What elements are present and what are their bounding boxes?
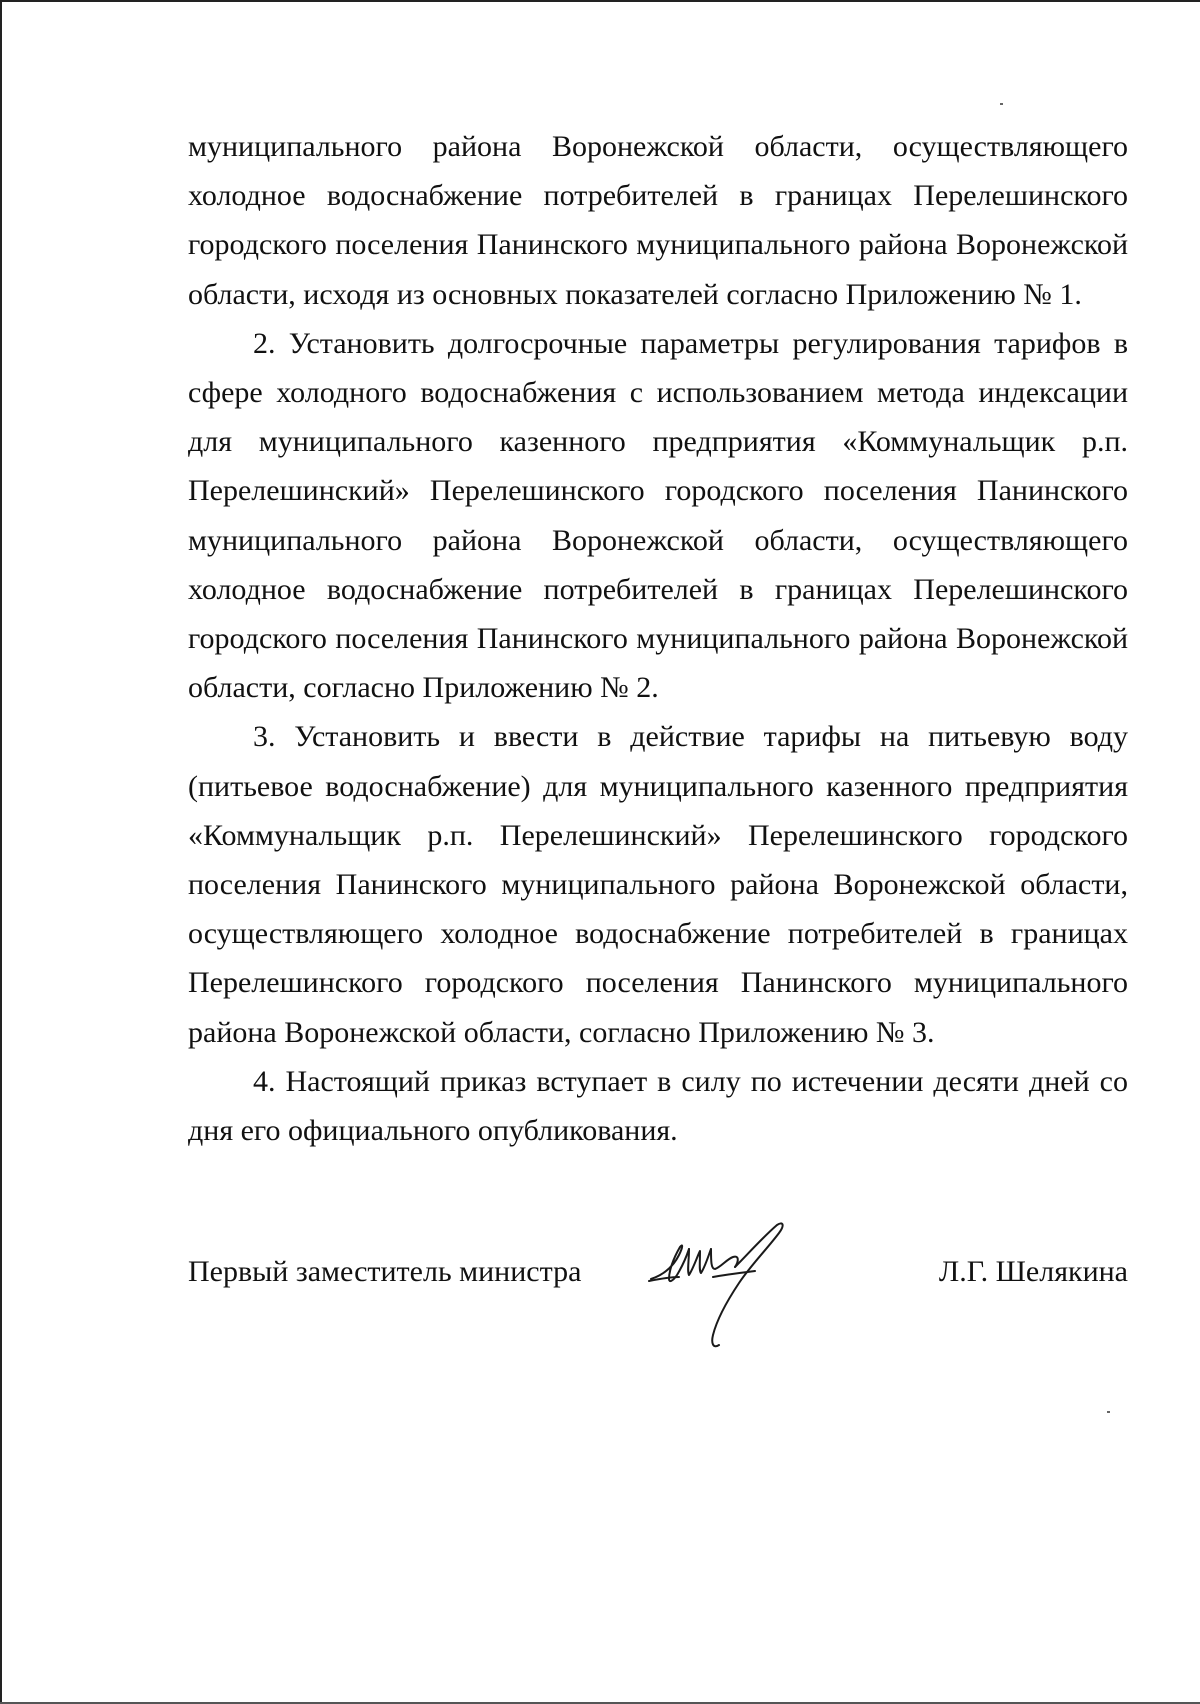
paragraph-item-4: 4. Настоящий приказ вступает в силу по истечении десяти дней со дня его официального опубликования. — [188, 1064, 1128, 1148]
paragraph-item-2: 2. Установить долгосрочные параметры регулирования тарифов в сфере холодного водоснабжения с использованием метода индексации для муниципального казенного предприятия «Коммунальщик р.п. Перелешинский» Перелешинского городского поселения Панинского муниципального района Воронежской области, осуществляющего холодное водоснабжение потребителей в границах Перелешинского городского поселения Панинского муниципального района Воронежской области, согласно Приложению № 2. — [188, 326, 1128, 705]
signature-block — [188, 1235, 1128, 1375]
scan-edge-top — [0, 0, 1200, 2]
document-body — [188, 122, 1128, 1155]
handwritten-signature — [643, 1217, 813, 1367]
signer-position: Первый заместитель министра — [188, 1255, 582, 1288]
paragraph-continuation: муниципального района Воронежской области, осуществляющего холодное водоснабжение потребителей в границах Перелешинского городского поселения Панинского муниципального района Воронежской области, исходя из основных показателей согласно Приложению № 1. — [188, 130, 1128, 311]
scan-speck — [1000, 103, 1003, 105]
scan-edge-left — [0, 0, 2, 1704]
signer-name: Л.Г. Шелякина — [938, 1255, 1128, 1288]
scan-speck — [1107, 1411, 1110, 1413]
paragraph-item-3: 3. Установить и ввести в действие тарифы на питьевую воду (питьевое водоснабжение) для муниципального казенного предприятия «Коммунальщик р.п. Перелешинский» Перелешинского городского поселения Панинского муниципального района Воронежской области, осуществляющего холодное водоснабжение потребителей в границах Перелешинского городского поселения Панинского муниципального района Воронежской области, согласно Приложению № 3. — [188, 720, 1128, 1049]
